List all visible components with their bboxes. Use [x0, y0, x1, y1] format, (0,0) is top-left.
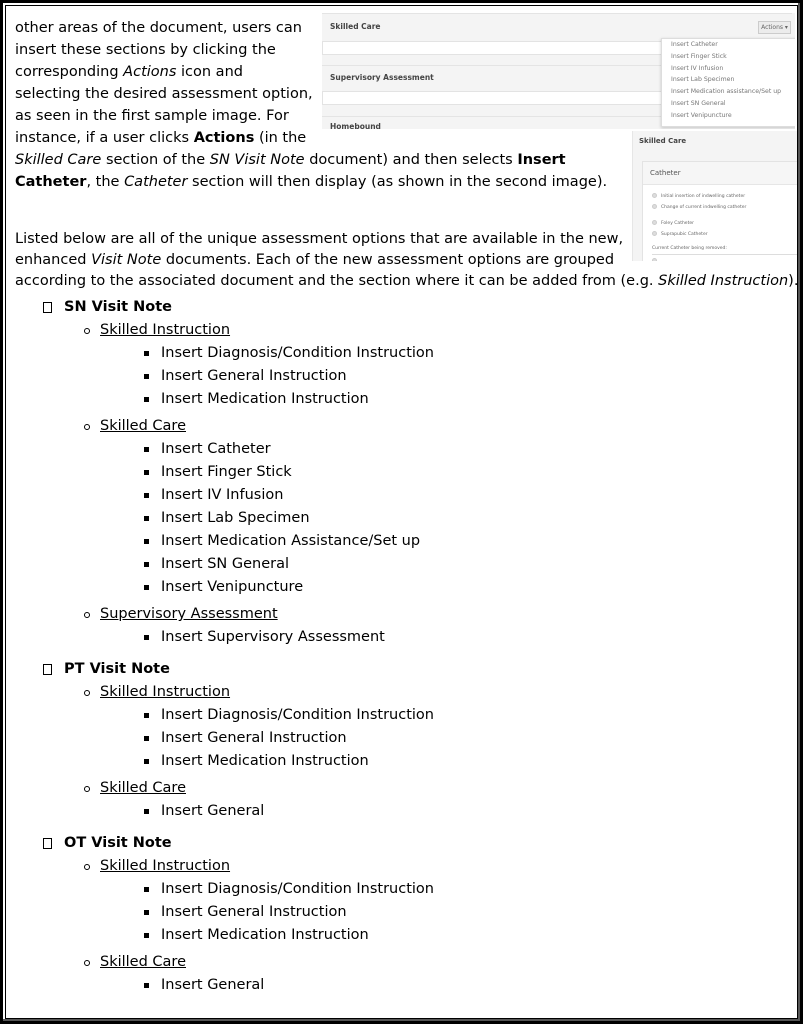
field-label: Current Catheter being removed: [652, 246, 727, 251]
assessment-option-label: Insert Diagnosis/Condition Instruction [161, 881, 434, 897]
square-bullet-icon [144, 562, 149, 567]
assessment-option [100, 461, 790, 484]
panel-title: Homebound [330, 122, 381, 129]
panel-title: Skilled Care [639, 137, 687, 145]
catheter-panel-title: Catheter [643, 162, 797, 185]
assessment-option-label: Insert Diagnosis/Condition Instruction [161, 707, 434, 723]
document-name: SN Visit Note [64, 299, 173, 315]
assessment-option [100, 974, 790, 997]
radio-option[interactable]: Suprapubic Catheter [652, 231, 708, 237]
sample-image-actions-menu [322, 13, 795, 129]
section-name: Skilled Care [100, 954, 186, 970]
assessment-option-label: Insert Diagnosis/Condition Instruction [161, 345, 434, 361]
menu-item-insert-sn-general[interactable]: Insert SN General [671, 99, 726, 107]
section-item [64, 951, 790, 997]
assessment-option [100, 727, 790, 750]
assessment-option-label: Insert Medication Instruction [161, 391, 369, 407]
square-bullet-icon [144, 447, 149, 452]
menu-item-insert-iv-infusion[interactable]: Insert IV Infusion [671, 64, 724, 72]
circle-bullet-icon [84, 328, 90, 334]
assessment-option [100, 530, 790, 553]
assessment-option-label: Insert Medication Instruction [161, 927, 369, 943]
square-bullet-icon [144, 470, 149, 475]
assessment-option [100, 342, 790, 365]
document-item [0, 832, 790, 997]
square-bullet-icon [144, 635, 149, 640]
actions-dropdown-menu [661, 38, 795, 127]
circle-bullet-icon [84, 690, 90, 696]
panel-title: Supervisory Assessment [330, 73, 434, 82]
assessment-option-label: Insert IV Infusion [161, 487, 284, 503]
section-name: Skilled Instruction [100, 322, 231, 338]
section-name: Supervisory Assessment [100, 606, 278, 622]
section-name: Skilled Instruction [100, 684, 231, 700]
radio-option[interactable]: Foley Catheter [652, 220, 694, 226]
divider [652, 254, 797, 255]
para2-line-3: according to the associated document and the section where it can be added from (e.g. Skilled Instruction). [15, 273, 799, 289]
square-bullet-icon [144, 585, 149, 590]
intro-line-6: instance, if a user clicks Actions (in the [15, 130, 307, 146]
assessment-option-label: Insert Supervisory Assessment [161, 629, 385, 645]
document-item [0, 296, 790, 649]
menu-item-insert-venipuncture[interactable]: Insert Venipuncture [671, 111, 732, 119]
assessment-option [100, 553, 790, 576]
panel-title: Skilled Care [330, 22, 381, 31]
assessment-option-label: Insert Medication Assistance/Set up [161, 533, 421, 549]
square-bullet-icon [43, 664, 52, 675]
radio-icon [652, 193, 657, 198]
assessment-option-label: Insert Catheter [161, 441, 271, 457]
section-item [64, 681, 790, 773]
assessment-option [100, 800, 790, 823]
assessment-option [100, 388, 790, 411]
section-name: Skilled Instruction [100, 858, 231, 874]
square-bullet-icon [144, 539, 149, 544]
square-bullet-icon [144, 351, 149, 356]
assessment-option-label: Insert General Instruction [161, 368, 347, 384]
circle-bullet-icon [84, 424, 90, 430]
square-bullet-icon [144, 493, 149, 498]
para2-line-1: Listed below are all of the unique assessment options that are available in the new, [15, 231, 624, 247]
actions-button[interactable]: Actions ▾ [758, 21, 791, 34]
menu-item-insert-finger-stick[interactable]: Insert Finger Stick [671, 52, 727, 60]
radio-icon [652, 220, 657, 225]
assessment-option [100, 704, 790, 727]
section-item [64, 777, 790, 823]
sample-image-catheter-section [632, 131, 797, 261]
assessment-option-label: Insert General [161, 803, 265, 819]
assessment-option [100, 750, 790, 773]
section-name: Skilled Care [100, 418, 186, 434]
assessment-option [100, 438, 790, 461]
square-bullet-icon [144, 397, 149, 402]
square-bullet-icon [144, 933, 149, 938]
square-bullet-icon [144, 713, 149, 718]
intro-line-7: Skilled Care section of the SN Visit Note document) and then selects Insert [15, 152, 566, 168]
document-item [0, 658, 790, 823]
circle-bullet-icon [84, 786, 90, 792]
radio-option[interactable]: Initial insertion of indwelling catheter [652, 193, 745, 199]
intro-line-3: corresponding Actions icon and [15, 64, 243, 80]
square-bullet-icon [144, 887, 149, 892]
radio-icon [652, 204, 657, 209]
intro-line-8: Catheter, the Catheter section will then display (as shown in the second image). [15, 174, 608, 190]
assessment-option [100, 878, 790, 901]
menu-item-insert-catheter[interactable]: Insert Catheter [671, 41, 718, 48]
section-name: Skilled Care [100, 780, 186, 796]
assessment-option [100, 576, 790, 599]
assessment-option [100, 924, 790, 947]
para2-line-2: enhanced Visit Note documents. Each of the new assessment options are grouped [15, 252, 615, 268]
assessment-option [100, 365, 790, 388]
intro-line-1: other areas of the document, users can [15, 20, 302, 36]
assessment-option-label: Insert Lab Specimen [161, 510, 310, 526]
intro-line-2: insert these sections by clicking the [15, 42, 276, 58]
document-name: PT Visit Note [64, 661, 170, 677]
section-item [64, 415, 790, 599]
assessment-option-label: Insert SN General [161, 556, 290, 572]
radio-option[interactable] [652, 258, 661, 261]
square-bullet-icon [144, 759, 149, 764]
assessment-option-label: Insert Medication Instruction [161, 753, 369, 769]
radio-icon [652, 258, 657, 261]
square-bullet-icon [144, 809, 149, 814]
document-name: OT Visit Note [64, 835, 172, 851]
square-bullet-icon [144, 516, 149, 521]
assessment-option-label: Insert General Instruction [161, 730, 347, 746]
intro-line-5: as seen in the first sample image. For [15, 108, 289, 124]
assessment-options-list [0, 296, 790, 1006]
assessment-option-label: Insert General Instruction [161, 904, 347, 920]
circle-bullet-icon [84, 960, 90, 966]
circle-bullet-icon [84, 864, 90, 870]
square-bullet-icon [144, 983, 149, 988]
radio-icon [652, 231, 657, 236]
actions-emphasis: Actions [123, 64, 177, 80]
radio-option[interactable]: Change of current indwelling catheter [652, 204, 746, 210]
assessment-option [100, 484, 790, 507]
menu-item-insert-medication-assistance[interactable]: Insert Medication assistance/Set up [671, 88, 782, 96]
square-bullet-icon [144, 736, 149, 741]
circle-bullet-icon [84, 612, 90, 618]
menu-item-insert-lab-specimen[interactable]: Insert Lab Specimen [671, 76, 735, 84]
assessment-option [100, 901, 790, 924]
assessment-option-label: Insert General [161, 977, 265, 993]
catheter-panel [642, 161, 797, 261]
assessment-option [100, 507, 790, 530]
assessment-option [100, 626, 790, 649]
square-bullet-icon [43, 838, 52, 849]
square-bullet-icon [144, 374, 149, 379]
intro-line-4: selecting the desired assessment option, [15, 86, 313, 102]
square-bullet-icon [43, 302, 52, 313]
assessment-option-label: Insert Venipuncture [161, 579, 304, 595]
square-bullet-icon [144, 910, 149, 915]
section-item [64, 855, 790, 947]
section-item [64, 319, 790, 411]
assessment-option-label: Insert Finger Stick [161, 464, 292, 480]
section-item [64, 603, 790, 649]
